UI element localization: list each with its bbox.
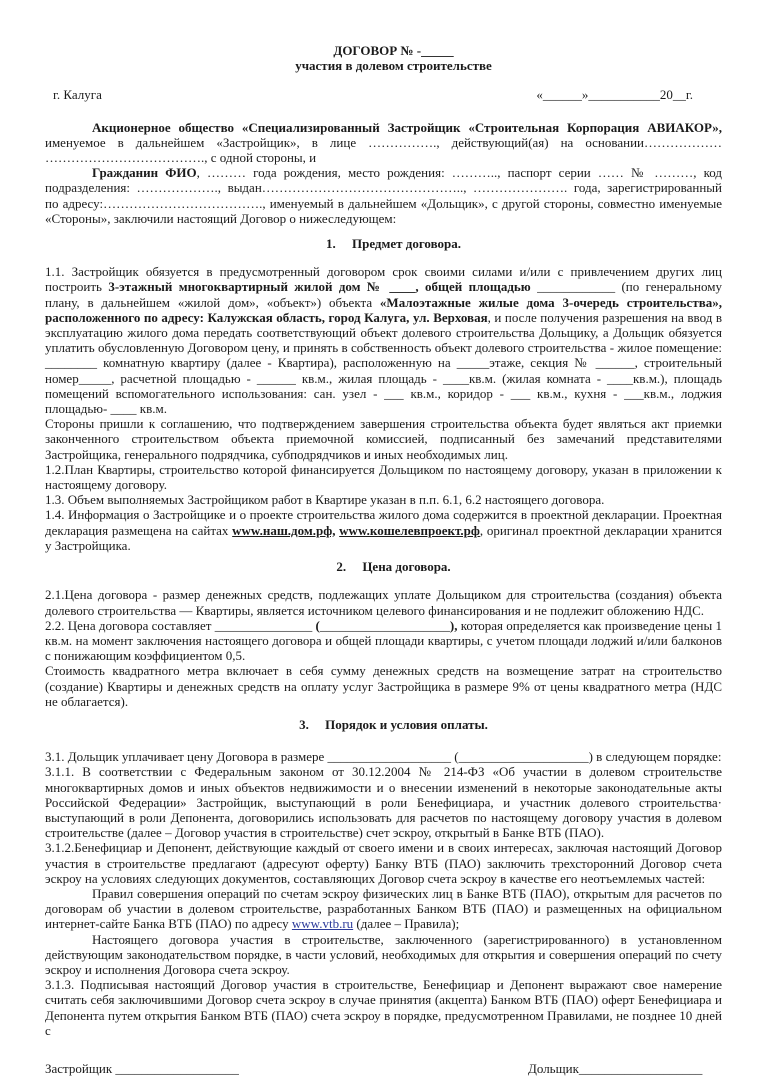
- section-heading: 1. Предмет договора.: [325, 236, 462, 252]
- clause-paragraph: [45, 663, 722, 709]
- clause-text: 1.2.План Квартиры, строительство которой финансируется Дольщиком по настоящему договору, указан в приложении к настоящему договору.: [45, 461, 722, 493]
- clause-text: Стороны пришли к соглашению, что подтверждением завершения строительства объекта будет являться акт приемки законченного строительством объекта приемочной комиссией, подписанный без замечаний представителями Застройщика, генерального подрядчика, субподрядчиков и иных необходимых лиц.: [45, 416, 722, 462]
- clause-text: 3-этажный многоквартирный жилой дом № ____, общей площадью: [108, 279, 531, 295]
- section-3: [45, 717, 722, 1038]
- document-title: ДОГОВОР № -_____: [333, 43, 454, 58]
- clause-paragraph: [45, 840, 722, 886]
- signature-block: [45, 1061, 722, 1076]
- section-1: [45, 236, 722, 553]
- clause-text: , и после получения разрешения на ввод в эксплуатацию жилого дома передать соответствующий объект долевого строительства Дольщику, а Дольщик обязуется уплатить обусловленную Договором цену, и принять в собственность объект долевого строительства - жилое помещение: ________ комнатную квартиру (далее - Квартира), расположенную на _____этаже, секция № ______, строительный номер_____, расчетной площадью - ______ кв.м., жилая площадь - ____кв.м. (жилая комната - ____кв.м.), площадь помещений вспомогательного использования: сан. узел - ___ кв.м., коридор - ___ кв.м., кухня - ___кв.м., лоджия площадью- ____ кв.м.: [45, 309, 722, 417]
- section-heading: 2. Цена договора.: [336, 559, 451, 575]
- clause-paragraph: [45, 886, 722, 932]
- section-heading: 3. Порядок и условия оплаты.: [299, 716, 488, 732]
- clause-text: 2.2. Цена договора составляет _______________: [45, 617, 316, 633]
- clause-text: (: [315, 617, 320, 633]
- clause-paragraph: [45, 492, 722, 507]
- clause-paragraph: [45, 587, 722, 617]
- document-subtitle: участия в долевом строительстве: [295, 58, 492, 74]
- clause-paragraph: [45, 764, 722, 840]
- developer-signature: Застройщик ___________________: [45, 1060, 239, 1076]
- clause-text: Стоимость квадратного метра включает в себя сумму денежных средств на возмещение затрат на строительство (создание) Квартиры и денежных средств на оплату услуг Застройщика в размере 9% от цены квадратного метра (НДС не облагается).: [45, 663, 722, 709]
- clause-text: 3.1.2.Бенефициар и Депонент, действующие каждый от своего имени и в своих интересах, заключая настоящий Договор участия в строительстве предлагают (адресуют оферту) Банку ВТБ (ПАО) заключить трехсторонний Договор счета эскроу на условиях следующих документов, составляющих Договор счета эскроу в качестве его неотъемлемых частей:: [45, 840, 722, 886]
- section-2: [45, 559, 722, 709]
- clause-text: 1.1. Застройщик обязуется в предусмотренный договором срок своими силами и/или с привлечением других лиц построить: [45, 264, 722, 295]
- clause-text: «Малоэтажные жилые дома 3-очередь строительства», расположенного по адресу: Калужская область, город Калуга, ул. Верховая: [45, 294, 722, 325]
- contract-page: [45, 43, 722, 1076]
- place-date-row: [45, 87, 722, 102]
- clause-text: 3.1.3. Подписывая настоящий Договор участия в строительстве, Бенефициар и Депонент выражают свое намерение считать себя заключившими Договор счета эскроу в случае принятия (акцепта) Банком ВТБ (ПАО) оферт Бенефициара и Депонента путем открытия Банком ВТБ (ПАО) счета эскроу в порядке, предусмотренном Правилами, не позднее 10 дней с: [45, 977, 722, 1038]
- clause-paragraph: [45, 165, 722, 226]
- clause-text: ),: [449, 617, 458, 633]
- clause-text: которая определяется как произведение цены 1 кв.м. на момент заключения настоящего договора и общей площади квартиры, с учетом площади лоджий и/или балконов с понижающим коэффициентом 0,5.: [45, 617, 722, 664]
- clause-text: 2.1.Цена договора - размер денежных средств, подлежащих уплате Дольщиком для строительства (создания) объекта долевого строительства — Квартиры, является источником целевого финансирования и не подлежит обложению НДС.: [45, 587, 722, 618]
- website-reference: www.кошелевпроект.рф: [339, 522, 480, 538]
- clause-paragraph: [45, 749, 722, 764]
- clause-text: Акционерное общество «Специализированный Застройщик «Строительная Корпорация АВИАКОР»,: [92, 119, 722, 135]
- clause-text: 1.4. Информация о Застройщике и о проекте строительства жилого дома содержится в проектной декларации. Проектная декларация размещена на сайтах: [45, 507, 722, 538]
- clause-paragraph: [45, 507, 722, 553]
- website-reference: www.наш.дом.рф,: [232, 522, 336, 538]
- clause-paragraph: [45, 932, 722, 978]
- clause-paragraph: [45, 977, 722, 1038]
- clause-paragraph: [45, 416, 722, 462]
- clause-text: , оригинал проектной декларации хранится у Застройщика.: [45, 522, 723, 553]
- clause-text: (далее – Правила);: [353, 916, 460, 932]
- clause-paragraph: [45, 264, 722, 416]
- clause-text: ____________________: [319, 617, 450, 633]
- clause-text: 1.3. Объем выполняемых Застройщиком работ в Квартире указан в п.п. 6.1, 6.2 настоящего договора.: [45, 492, 605, 508]
- city: г. Калуга: [53, 87, 102, 103]
- participant-signature: Дольщик___________________: [528, 1060, 703, 1076]
- clause-text: именуемое в дальнейшем «Застройщик», в лице ……………., действующий(ая) на основании……………… ………………………………., с одной стороны, и: [45, 134, 722, 166]
- clause-text: Правил совершения операций по счетам эскроу физических лиц в Банке ВТБ (ПАО), открытым для расчетов по договорам об участии в долевом строительстве, разработанных Банком ВТБ (ПАО) и размещенных на официальном интернет-сайте Банка ВТБ (ПАО) по адресу: [45, 885, 722, 932]
- clause-text: Настоящего договора участия в строительстве, заключенного (зарегистрированного) в установленном действующим законодательством порядке, в части условий, необходимых для открытия и совершения операций по счету эскроу и исполнения Договора счета эскроу.: [45, 931, 722, 977]
- clause-text: 3.1.1. В соответствии с Федеральным законом от 30.12.2004 № 214-ФЗ «Об участии в долевом строительстве многоквартирных домов и иных объектов недвижимости и о внесении изменений в некоторые законодательные акты Российской Федерации» Застройщик, выступающий в роли Бенефициара, и участник долевого строительства· выступающий в роли Депонента, договорились использовать для расчетов по настоящему договору участия в долевом строительстве (далее – Договор участия в строительстве) счет эскроу, открытый в Банке ВТБ (ПАО).: [45, 764, 722, 841]
- parties-preamble: [45, 120, 722, 226]
- contract-sections: [45, 236, 722, 1038]
- vtb-website-link[interactable]: www.vtb.ru: [291, 916, 354, 932]
- clause-text: 3.1. Дольщик уплачивает цену Договора в размере ___________________ (____________________) в следующем порядке:: [45, 749, 722, 765]
- clause-paragraph: [45, 618, 722, 664]
- clause-text: Гражданин ФИО: [92, 165, 197, 181]
- clause-paragraph: [45, 120, 722, 166]
- clause-text: ____________ (по генеральному плану, в дальнейшем «жилой дом», «объект») объекта: [45, 279, 722, 310]
- contract-date: «______»___________20__г.: [536, 87, 693, 103]
- clause-paragraph: [45, 462, 722, 492]
- clause-text: , ……… года рождения, место рождения: ……….., паспорт серии …… № ………, код подразделения: ………………., выдан……………………………………….., …………………. года, зарегистрированный по адресу:………………………………., именуемый в дальнейшем «Дольщик», с другой стороны, совместно именуемые «Стороны», заключили настоящий Договор о нижеследующем:: [45, 165, 722, 226]
